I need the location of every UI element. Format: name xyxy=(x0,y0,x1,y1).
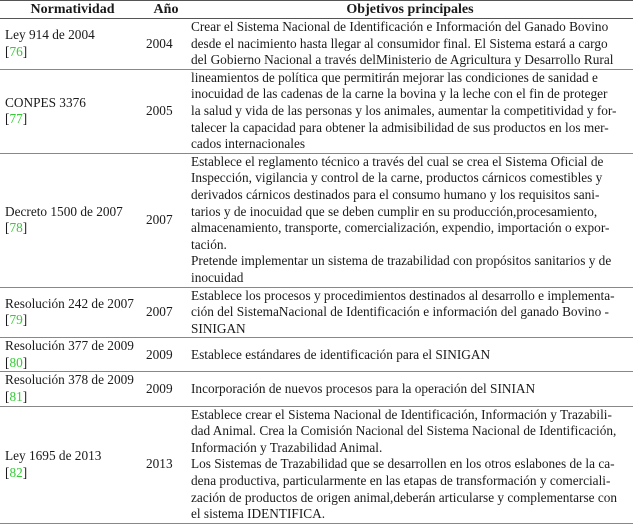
objective-line: Establece crear el Sistema Nacional de Identificación, Información y Trazabili- xyxy=(191,406,612,422)
objective-line: almacenamiento, transporte, comercialización, expendio, importación o expor- xyxy=(191,220,610,236)
norm-name: Ley 1695 de 2013 xyxy=(5,448,102,464)
reference-link[interactable]: 78 xyxy=(9,220,23,236)
header-normatividad: Normatividad xyxy=(0,1,145,19)
objective-line: Inspección, vigilancia y control de la carne, productos cárnicos comestibles y xyxy=(191,170,603,186)
objective-line: Incorporación de nuevos procesos para la operación del SINIAN xyxy=(191,380,536,396)
table-row xyxy=(0,153,633,287)
reference-link[interactable]: 80 xyxy=(9,354,23,370)
objectives-cell xyxy=(187,153,633,287)
objective-line: dena productiva, particularmente en las etapas de transformación y comerciali- xyxy=(191,473,611,489)
reference-link[interactable]: 81 xyxy=(9,389,23,405)
objective-line: Crear el Sistema Nacional de Identificación e Información del Ganado Bovino xyxy=(191,19,609,34)
header-ano: Año xyxy=(145,1,187,19)
table-row xyxy=(0,372,633,406)
objective-line: derivados cárnicos destinados para el consumo humano y los requisitos sani- xyxy=(191,186,600,202)
norm-cell: Ley 914 de 2004 [76] xyxy=(0,19,145,70)
objective-line: Establece el reglamento técnico a través del cual se crea el Sistema Oficial de xyxy=(191,153,604,169)
objective-line: SINIGAN xyxy=(191,320,246,336)
objective-line: tarios y de inocuidad que se deben cumplir en su producción,procesamiento, xyxy=(191,203,598,219)
reference-link[interactable]: 79 xyxy=(9,312,23,328)
objective-line: el sistema IDENTIFICA. xyxy=(191,506,326,522)
year-cell: 2004 xyxy=(146,35,173,51)
objective-line: talecer la capacidad para obtener la admisibilidad de sus productos en los mer- xyxy=(191,119,609,135)
objectives-cell xyxy=(187,287,633,338)
norm-name: Decreto 1500 de 2007 xyxy=(5,203,123,219)
objective-line: dad Animal. Crea la Comisión Nacional del Sistema Nacional de Identificación, xyxy=(191,423,617,439)
reference-link[interactable]: 76 xyxy=(9,43,23,59)
objectives-cell xyxy=(187,69,633,153)
norm-name: Resolución 377 de 2009 xyxy=(5,338,134,354)
table-row xyxy=(0,69,633,153)
header-objetivos: Objetivos principales xyxy=(187,1,633,19)
norm-cell: Resolución 242 de 2007 [79] xyxy=(0,287,145,338)
objective-line: Información y Trazabilidad Animal. xyxy=(191,439,383,455)
norm-name: Resolución 378 de 2009 xyxy=(5,372,134,388)
objective-line: inocuidad de las cadenas de la carne la bovina y la leche con el fin de proteger xyxy=(191,86,608,102)
objective-line: la salud y vida de las personas y los animales, aumentar la competitividad y for- xyxy=(191,102,617,118)
year-cell: 2005 xyxy=(146,102,173,118)
objective-line: Establece estándares de identificación para el SINIGAN xyxy=(191,346,491,362)
norm-cell: CONPES 3376 [77] xyxy=(0,69,145,153)
objective-line: tación. xyxy=(191,236,227,252)
table-row xyxy=(0,406,633,523)
objective-line: del Gobierno Nacional a través delMinisterio de Agricultura y Desarrollo Rural xyxy=(191,52,614,68)
objectives-cell xyxy=(187,372,633,406)
objective-line: ción del SistemaNacional de Identificación e información del ganado Bovino - xyxy=(191,304,609,320)
header-row xyxy=(0,1,633,19)
objective-line: Pretende implementar un sistema de trazabilidad con propósitos sanitarios y de xyxy=(191,253,612,269)
objectives-cell xyxy=(187,19,633,70)
norm-cell: Decreto 1500 de 2007 [78] xyxy=(0,153,145,287)
table-row xyxy=(0,287,633,338)
objective-line: lineamientos de política que permitirán mejorar las condiciones de sanidad e xyxy=(191,69,598,85)
norm-name: Resolución 242 de 2007 xyxy=(5,295,134,311)
norm-cell: Resolución 378 de 2009 [81] xyxy=(0,372,145,406)
objective-line: cados internacionales xyxy=(191,136,306,152)
norm-cell: Resolución 377 de 2009 [80] xyxy=(0,338,145,372)
objectives-cell xyxy=(187,406,633,523)
objective-line: desde el nacimiento hasta llegar al consumidor final. El Sistema estará a cargo xyxy=(191,35,608,51)
year-cell: 2007 xyxy=(146,304,173,320)
objective-line: Establece los procesos y procedimientos destinados al desarrollo e implementa- xyxy=(191,287,615,303)
norm-name: Ley 914 de 2004 xyxy=(5,27,95,43)
norm-cell: Ley 1695 de 2013 [82] xyxy=(0,406,145,523)
year-cell: 2007 xyxy=(146,211,173,227)
norm-name: CONPES 3376 xyxy=(5,94,86,110)
year-cell: 2013 xyxy=(146,456,173,472)
table-row xyxy=(0,338,633,372)
year-cell: 2009 xyxy=(146,346,173,362)
objective-line: Los Sistemas de Trazabilidad que se desarrollen en los otros eslabones de la ca- xyxy=(191,456,615,472)
objectives-cell xyxy=(187,338,633,372)
reference-link[interactable]: 82 xyxy=(9,464,23,480)
objective-line: zación de productos de origen animal,deberán articularse y complementarse con xyxy=(191,489,618,505)
year-cell: 2009 xyxy=(146,380,173,396)
objective-line: inocuidad xyxy=(191,269,244,285)
table-row xyxy=(0,19,633,70)
reference-link[interactable]: 77 xyxy=(9,111,23,127)
